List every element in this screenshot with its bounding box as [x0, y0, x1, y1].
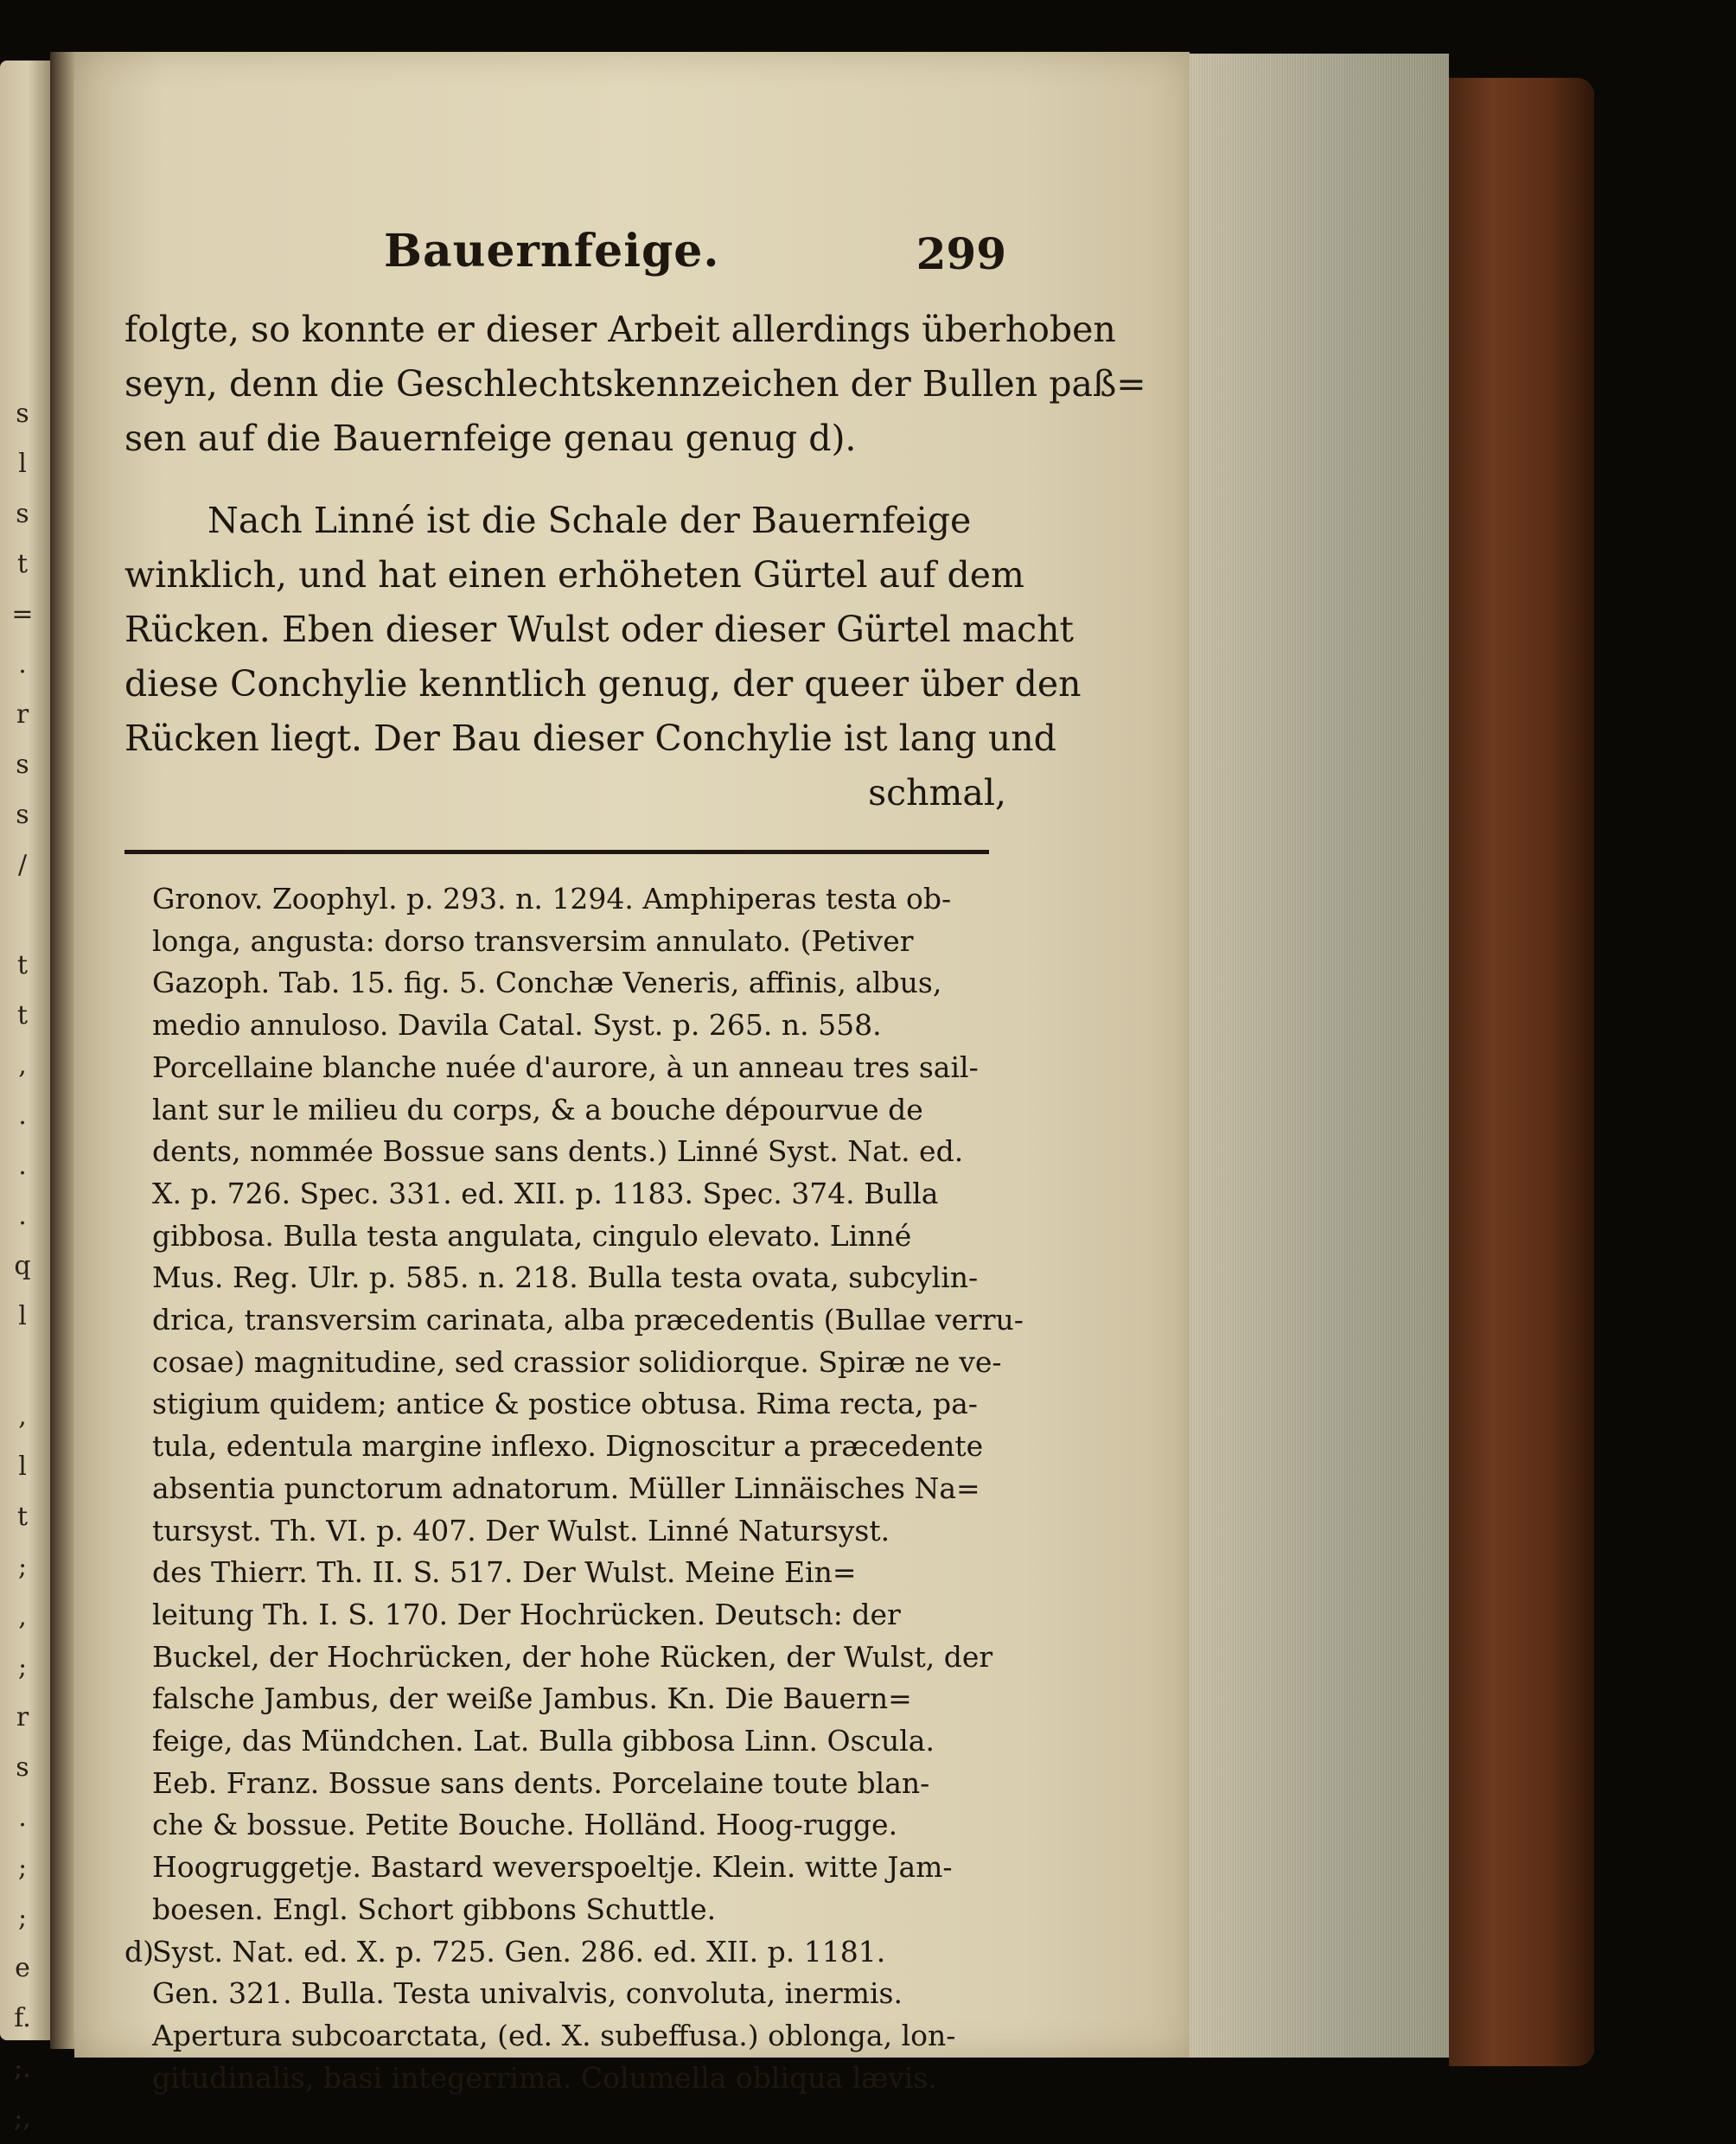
note-line: Hoogruggetje. Bastard weverspoeltje. Klein. witte Jam-	[152, 1850, 953, 1885]
footnote-rule	[124, 850, 989, 854]
main-text	[124, 303, 1146, 820]
note-line: leitung Th. I. S. 170. Der Hochrücken. Deutsch: der	[152, 1597, 901, 1631]
note-line: Buckel, der Hochrücken, der hohe Rücken, der Wulst, der	[152, 1639, 993, 1674]
page-number: 299	[916, 228, 1006, 279]
text-line: winklich, und hat einen erhöheten Gürtel auf dem	[124, 554, 1024, 596]
note-line: Gazoph. Tab. 15. fig. 5. Conchæ Veneris, affinis, albus,	[152, 966, 942, 1000]
note-line: lant sur le milieu du corps, & a bouche dépourvue de	[152, 1092, 923, 1126]
catchword-line: schmal,	[868, 772, 1006, 814]
note-line: X. p. 726. Spec. 331. ed. XII. p. 1183. Spec. 374. Bulla	[152, 1176, 939, 1210]
note-line	[124, 1931, 1006, 1974]
left-page-edge-text: s l s t = . r s s / t t , . . . q l , l t ; , ; r s . ; ; e f. ;. ;,	[11, 399, 34, 2134]
note-line: gibbosa. Bulla testa angulata, cingulo elevato. Linné	[152, 1218, 912, 1253]
note-line: stigium quidem; antice & postice obtusa. Rima recta, pa-	[152, 1387, 978, 1421]
text-line: folgte, so konnte er dieser Arbeit allerdings überhoben	[124, 309, 1116, 350]
note-line: des Thierr. Th. II. S. 517. Der Wulst. Meine Ein=	[152, 1555, 857, 1590]
text-line: seyn, denn die Geschlechtskennzeichen der Bullen paß=	[124, 363, 1146, 405]
page-content	[124, 225, 1146, 2099]
note-line: medio annuloso. Davila Catal. Syst. p. 265. n. 558.	[152, 1008, 882, 1043]
book-gutter	[50, 52, 76, 2049]
note-line: falsche Jambus, der weiße Jambus. Kn. Die Bauern=	[152, 1681, 912, 1716]
text-line: Rücken liegt. Der Bau dieser Conchylie ist lang und	[124, 718, 1056, 759]
note-line: gitudinalis, basi integerrima. Columella obliqua lævis.	[152, 2060, 937, 2095]
synonymy-note	[124, 878, 1024, 1931]
note-line: Mus. Reg. Ulr. p. 585. n. 218. Bulla testa ovata, subcylin-	[152, 1260, 979, 1295]
note-line: absentia punctorum adnatorum. Müller Linnäisches Na=	[152, 1471, 980, 1505]
note-line: longa, angusta: dorso transversim annulato. (Petiver	[152, 923, 914, 958]
text-line: diese Conchylie kenntlich genug, der queer über den	[124, 663, 1082, 705]
running-title: Bauernfeige.	[384, 225, 720, 278]
left-page-edge	[0, 61, 50, 2134]
note-line: drica, transversim carinata, alba præcedentis (Bullae verru-	[152, 1303, 1024, 1337]
note-line: boesen. Engl. Schort gibbons Schuttle.	[152, 1892, 717, 1926]
text-line: Rücken. Eben dieser Wulst oder dieser Gürtel macht	[124, 609, 1074, 650]
book-cover	[1449, 78, 1594, 2066]
note-line: cosae) magnitudine, sed crassior solidiorque. Spiræ ne ve-	[152, 1344, 1002, 1379]
note-line: Gen. 321. Bulla. Testa univalvis, convoluta, inermis.	[152, 1976, 903, 2011]
paragraph	[124, 303, 1146, 466]
page-fore-edge	[1190, 54, 1449, 2058]
note-line: dents, nommée Bossue sans dents.) Linné Syst. Nat. ed.	[152, 1134, 964, 1169]
note-line: che & bossue. Petite Bouche. Holländ. Hoog-rugge.	[152, 1808, 898, 1842]
note-line: feige, das Mündchen. Lat. Bulla gibbosa Linn. Oscula.	[152, 1724, 935, 1758]
note-line: Gronov. Zoophyl. p. 293. n. 1294. Amphiperas testa ob-	[152, 882, 952, 916]
note-line: Apertura subcoarctata, (ed. X. subeffusa.) oblonga, lon-	[152, 2018, 956, 2052]
note-line: Porcellaine blanche nuée d'aurore, à un anneau tres sail-	[152, 1050, 979, 1084]
page-header	[124, 225, 1006, 303]
footnote-text: Syst. Nat. ed. X. p. 725. Gen. 286. ed. XII. p. 1181.	[152, 1934, 886, 1969]
text-line: Nach Linné ist die Schale der Bauernfeige	[207, 500, 972, 541]
note-line: tursyst. Th. VI. p. 407. Der Wulst. Linné Natursyst.	[152, 1513, 890, 1547]
text-line: sen auf die Bauernfeige genau genug d).	[124, 418, 857, 459]
footnote-mark: d)	[124, 1934, 154, 1969]
footnotes	[124, 878, 1024, 2099]
note-line: tula, edentula margine inflexo. Dignoscitur a præcedente	[152, 1429, 984, 1464]
paragraph	[124, 494, 1082, 820]
footnote-d	[124, 1931, 1006, 2100]
note-line: Eeb. Franz. Bossue sans dents. Porcelaine toute blan-	[152, 1765, 930, 1800]
